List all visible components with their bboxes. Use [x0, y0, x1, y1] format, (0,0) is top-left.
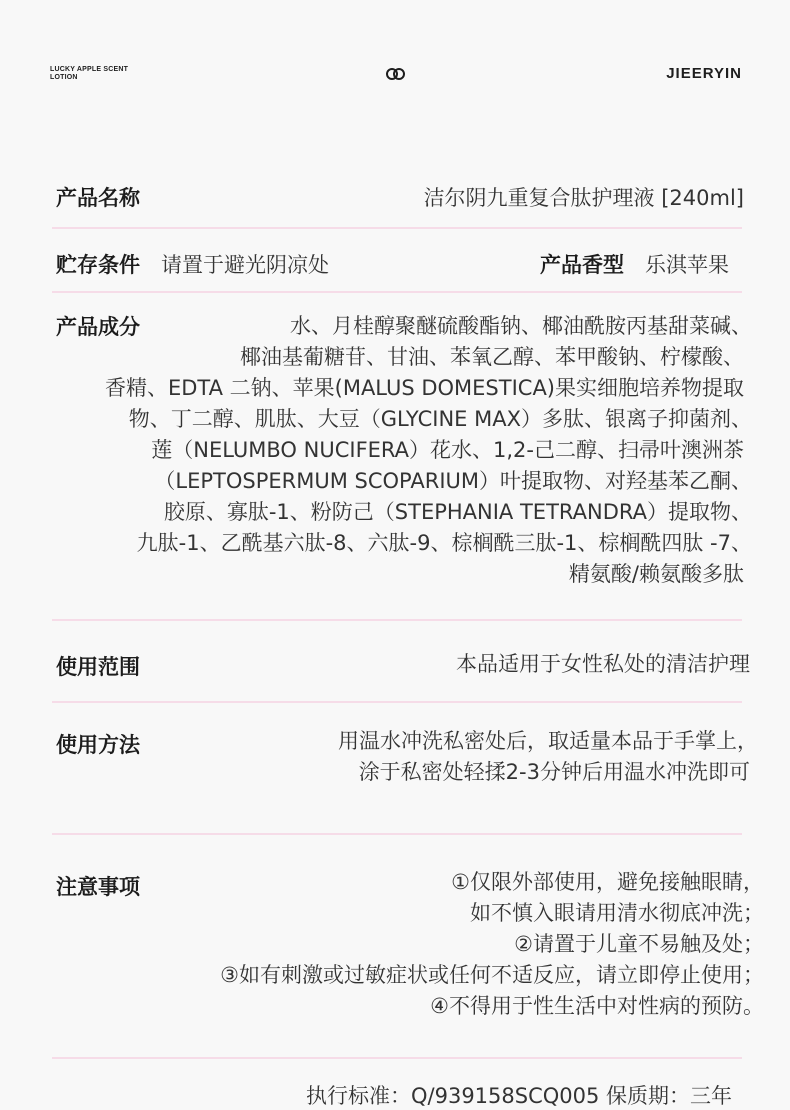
ingredients-line: 香精、EDTA 二钠、苹果(MALUS DOMESTICA)果实细胞培养物提取: [104, 376, 744, 400]
ingredients-line: 水、月桂醇聚醚硫酸酯钠、椰油酰胺丙基甜菜碱、: [290, 314, 752, 338]
usage-scope-value: 本品适用于女性私处的清洁护理: [456, 652, 750, 676]
caution-line: 如不慎入眼请用清水彻底冲洗；: [470, 901, 764, 925]
usage-method-line: 涂于私密处轻揉2-3分钟后用温水冲洗即可: [358, 760, 750, 784]
product-name-label: 产品名称: [56, 186, 140, 210]
section-divider: [52, 1057, 742, 1059]
ingredients-line: 精氨酸/赖氨酸多肽: [568, 562, 744, 586]
usage-method-text: [338, 726, 758, 788]
product-tagline: [50, 66, 128, 82]
usage-scope-label: 使用范围: [56, 655, 140, 679]
storage-label: 贮存条件: [56, 253, 140, 277]
caution-line: ①仅限外部使用，避免接触眼睛，: [451, 870, 764, 894]
ingredients-line: 九肽-1、乙酰基六肽-8、六肽-9、棕榈酰三肽-1、棕榈酰四肽 -7、: [136, 531, 752, 555]
scent-value: 乐淇苹果: [645, 253, 729, 277]
scent-label: 产品香型: [540, 253, 624, 277]
storage-value: 请置于避光阴凉处: [161, 253, 329, 277]
cautions-label: 注意事项: [56, 875, 140, 899]
tagline-line-1: LUCKY APPLE SCENT: [50, 66, 129, 73]
usage-method-label: 使用方法: [56, 733, 140, 757]
caution-line: ④不得用于性生活中对性病的预防。: [430, 994, 764, 1018]
ingredients-line: 莲（NELUMBO NUCIFERA）花水、1,2-己二醇、扫帚叶澳洲茶: [151, 438, 744, 462]
section-divider: [52, 833, 742, 835]
section-divider: [52, 619, 742, 621]
ingredients-line: 椰油基葡糖苷、甘油、苯氧乙醇、苯甲酸钠、柠檬酸、: [240, 345, 744, 369]
section-divider: [52, 701, 742, 703]
header: [0, 0, 790, 110]
tagline-line-2: LOTION: [50, 74, 78, 81]
caution-line: ③如有刺激或过敏症状或任何不适反应，请立即停止使用；: [220, 963, 764, 987]
caution-line: ②请置于儿童不易触及处；: [514, 932, 764, 956]
brand-logo-icon: [385, 67, 407, 81]
ingredients-line: 物、丁二醇、肌肽、大豆（GLYCINE MAX）多肽、银离子抑菌剂、: [128, 407, 752, 431]
ingredients-label: 产品成分: [56, 315, 140, 339]
section-divider: [52, 291, 742, 293]
cautions-text: [220, 867, 764, 1022]
ingredients-text: [105, 311, 752, 590]
brand-name: JIEERYIN: [666, 65, 742, 82]
ingredients-line: （LEPTOSPERMUM SCOPARIUM）叶提取物、对羟基苯乙酮、: [154, 469, 752, 493]
ingredients-line: 胶原、寡肽-1、粉防己（STEPHANIA TETRANDRA）提取物、: [163, 500, 752, 524]
section-divider: [52, 227, 742, 229]
usage-method-line: 用温水冲洗私密处后，取适量本品于手掌上，: [338, 729, 758, 753]
standard-and-shelf-life: 执行标准：Q/939158SCQ005 保质期：三年: [306, 1084, 733, 1108]
product-name-value: 洁尔阴九重复合肽护理液 [240ml]: [423, 186, 744, 210]
